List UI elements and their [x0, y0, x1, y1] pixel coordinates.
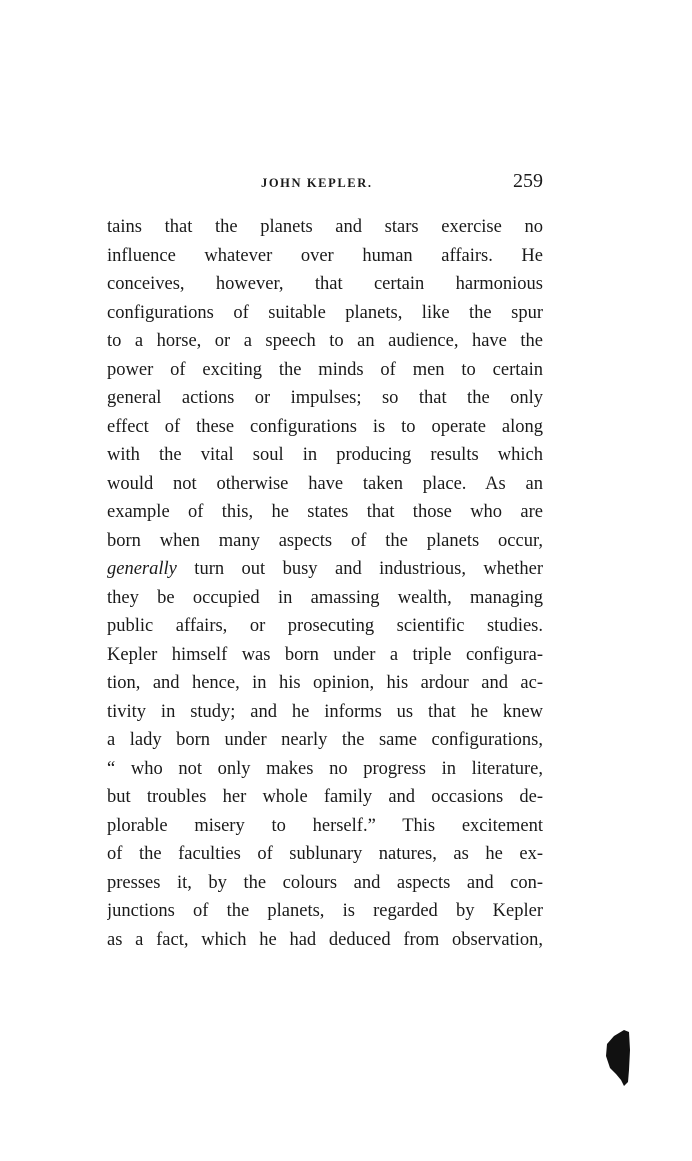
- text-line: Kepler himself was born under a triple configura-: [107, 644, 543, 665]
- ink-blot-mark: [604, 1030, 630, 1086]
- text-line: as a fact, which he had deduced from observation,: [107, 929, 543, 950]
- text-line: presses it, by the colours and aspects and con-: [107, 872, 543, 893]
- text-line: junctions of the planets, is regarded by Kepler: [107, 901, 543, 921]
- text-line: would not otherwise have taken place. As an: [107, 473, 543, 494]
- text-line: [107, 555, 543, 584]
- body-text: [107, 213, 543, 954]
- line-rest: turn out busy and industrious, whether: [176, 559, 543, 579]
- text-line: general actions or impulses; so that the only: [107, 388, 543, 408]
- text-line: influence whatever over human affairs. He: [107, 245, 543, 266]
- text-line: example of this, he states that those who are: [107, 502, 543, 522]
- text-line: they be occupied in amassing wealth, managing: [107, 587, 543, 608]
- running-title: JOHN KEPLER.: [261, 176, 373, 190]
- text-line: tion, and hence, in his opinion, his ardour and ac-: [107, 673, 543, 693]
- text-line: “ who not only makes no progress in literature,: [107, 758, 543, 779]
- text-line: of the faculties of sublunary natures, as he ex-: [107, 844, 543, 864]
- text-line: effect of these configurations is to operate along: [107, 416, 543, 437]
- text-line: power of exciting the minds of men to certain: [107, 359, 543, 380]
- text-line: plorable misery to herself.” This excitement: [107, 815, 543, 836]
- text-line: to a horse, or a speech to an audience, have the: [107, 331, 543, 351]
- page-number: 259: [513, 170, 543, 192]
- text-line: tivity in study; and he informs us that he knew: [107, 701, 543, 722]
- text-line: public affairs, or prosecuting scientific studies.: [107, 616, 543, 636]
- text-line: conceives, however, that certain harmonious: [107, 274, 543, 294]
- text-line: a lady born under nearly the same configurations,: [107, 730, 543, 750]
- text-line: configurations of suitable planets, like the spur: [107, 302, 543, 323]
- running-head: [107, 170, 543, 198]
- text-line: tains that the planets and stars exercise no: [107, 217, 543, 237]
- text-line: born when many aspects of the planets occur,: [107, 530, 543, 551]
- text-line: but troubles her whole family and occasions de-: [107, 787, 543, 807]
- text-line: with the vital soul in producing results which: [107, 445, 543, 465]
- italic-word: generally: [107, 559, 177, 579]
